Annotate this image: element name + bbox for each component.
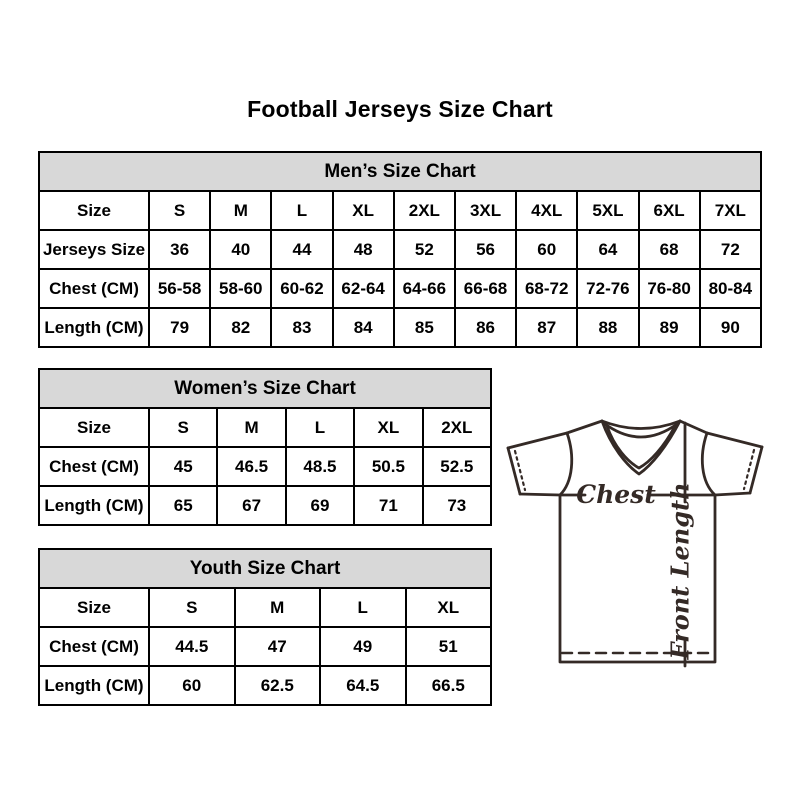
women-cell: XL (354, 408, 422, 447)
page-title: Football Jerseys Size Chart (247, 96, 553, 122)
youth-row-1 (39, 627, 491, 666)
women-cell: 45 (149, 447, 217, 486)
youth-cell: 64.5 (320, 666, 406, 705)
men-cell: 58-60 (210, 269, 271, 308)
men-cell: 56-58 (149, 269, 210, 308)
women-cell: 67 (217, 486, 285, 525)
men-row-2 (39, 269, 761, 308)
women-row-2 (39, 486, 491, 525)
chest-label: Chest (576, 480, 656, 509)
men-cell: 86 (455, 308, 516, 347)
youth-cell: 44.5 (149, 627, 235, 666)
men-cell: 80-84 (700, 269, 761, 308)
men-cell: 85 (394, 308, 455, 347)
right-sleeve-cuff (750, 447, 762, 493)
women-cell: S (149, 408, 217, 447)
women-cell: L (286, 408, 354, 447)
men-row-label: Chest (CM) (39, 269, 149, 308)
men-cell: 6XL (639, 191, 700, 230)
right-armhole-seam (702, 433, 715, 495)
women-row-label: Chest (CM) (39, 447, 149, 486)
men-cell: 52 (394, 230, 455, 269)
men-cell: 64 (577, 230, 638, 269)
jersey-measurement-diagram (495, 400, 775, 680)
men-cell: 3XL (455, 191, 516, 230)
women-row-label: Length (CM) (39, 486, 149, 525)
youth-cell: 62.5 (235, 666, 321, 705)
men-row-0 (39, 191, 761, 230)
men-table-title: Men’s Size Chart (39, 152, 761, 191)
left-sleeve-underside (520, 494, 560, 495)
jersey-outline (508, 421, 762, 666)
men-cell: 36 (149, 230, 210, 269)
men-cell: 79 (149, 308, 210, 347)
men-row-label: Size (39, 191, 149, 230)
right-sleeve-underside (715, 493, 750, 495)
women-cell: 71 (354, 486, 422, 525)
women-table-title: Women’s Size Chart (39, 369, 491, 408)
men-cell: XL (333, 191, 394, 230)
women-cell: 65 (149, 486, 217, 525)
men-cell: 40 (210, 230, 271, 269)
men-cell: 48 (333, 230, 394, 269)
men-cell: 62-64 (333, 269, 394, 308)
youth-size-table (38, 548, 492, 706)
men-cell: L (271, 191, 332, 230)
men-cell: 5XL (577, 191, 638, 230)
women-cell: 46.5 (217, 447, 285, 486)
women-cell: 52.5 (423, 447, 491, 486)
women-row-0 (39, 408, 491, 447)
men-cell: 7XL (700, 191, 761, 230)
men-cell: 56 (455, 230, 516, 269)
men-cell: 44 (271, 230, 332, 269)
men-cell: 68 (639, 230, 700, 269)
men-cell: 2XL (394, 191, 455, 230)
men-cell: 84 (333, 308, 394, 347)
women-cell: 2XL (423, 408, 491, 447)
men-cell: 83 (271, 308, 332, 347)
women-cell: 50.5 (354, 447, 422, 486)
women-row-label: Size (39, 408, 149, 447)
men-cell: 64-66 (394, 269, 455, 308)
youth-row-2 (39, 666, 491, 705)
women-cell: M (217, 408, 285, 447)
women-cell: 69 (286, 486, 354, 525)
men-cell: 76-80 (639, 269, 700, 308)
women-row-1 (39, 447, 491, 486)
youth-cell: 66.5 (406, 666, 492, 705)
women-cell: 48.5 (286, 447, 354, 486)
men-row-3 (39, 308, 761, 347)
jersey-diagram-svg (495, 400, 775, 680)
youth-table-title: Youth Size Chart (39, 549, 491, 588)
youth-cell: 60 (149, 666, 235, 705)
youth-cell: 47 (235, 627, 321, 666)
men-row-1 (39, 230, 761, 269)
youth-cell: 51 (406, 627, 492, 666)
men-cell: M (210, 191, 271, 230)
men-cell: 60 (516, 230, 577, 269)
youth-cell: M (235, 588, 321, 627)
youth-row-0 (39, 588, 491, 627)
left-armhole-seam (560, 433, 572, 495)
youth-cell: L (320, 588, 406, 627)
left-shoulder-line (508, 421, 602, 448)
right-shoulder-line (680, 421, 762, 447)
youth-cell: 49 (320, 627, 406, 666)
womens-size-table (38, 368, 492, 526)
youth-cell: S (149, 588, 235, 627)
men-cell: 60-62 (271, 269, 332, 308)
left-sleeve-cuff (508, 448, 520, 494)
youth-row-label: Chest (CM) (39, 627, 149, 666)
men-cell: 66-68 (455, 269, 516, 308)
youth-cell: XL (406, 588, 492, 627)
men-cell: 82 (210, 308, 271, 347)
youth-row-label: Length (CM) (39, 666, 149, 705)
women-cell: 73 (423, 486, 491, 525)
men-cell: 88 (577, 308, 638, 347)
jersey-labels (576, 480, 694, 661)
men-cell: 4XL (516, 191, 577, 230)
men-cell: S (149, 191, 210, 230)
men-cell: 72 (700, 230, 761, 269)
youth-row-label: Size (39, 588, 149, 627)
front-length-label: Front Length (665, 482, 695, 660)
men-cell: 68-72 (516, 269, 577, 308)
men-row-label: Jerseys Size (39, 230, 149, 269)
men-cell: 72-76 (577, 269, 638, 308)
collar-top-curve (602, 421, 680, 429)
men-cell: 90 (700, 308, 761, 347)
mens-size-table (38, 151, 762, 348)
men-cell: 87 (516, 308, 577, 347)
men-cell: 89 (639, 308, 700, 347)
men-row-label: Length (CM) (39, 308, 149, 347)
